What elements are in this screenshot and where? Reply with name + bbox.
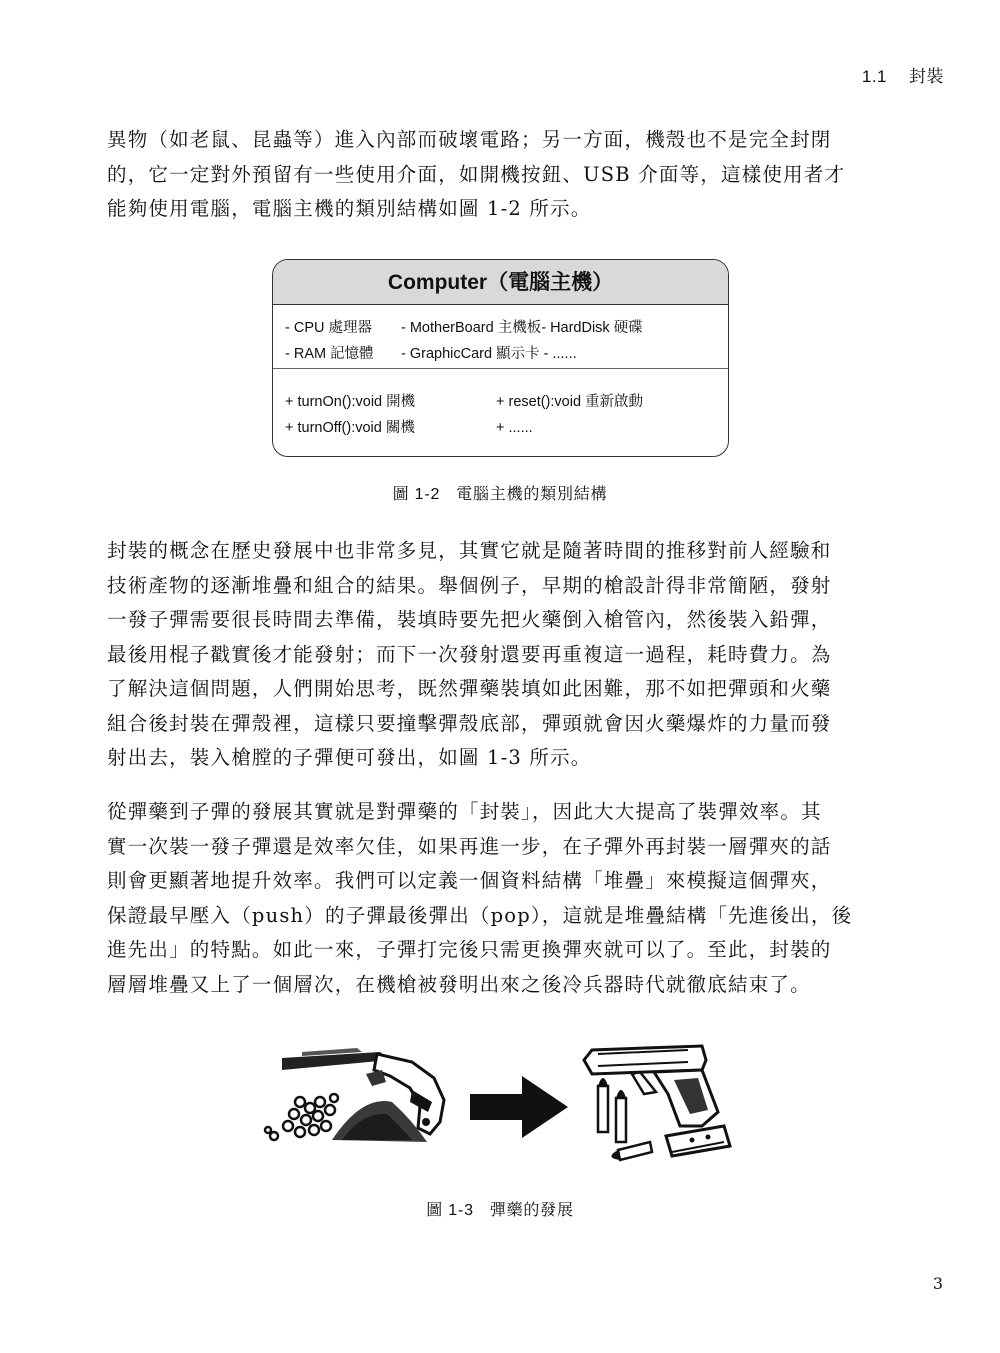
uml-attributes xyxy=(273,305,728,369)
gunpowder-pile-icon xyxy=(332,1101,427,1142)
page-number: 3 xyxy=(932,1274,943,1293)
paragraph-1 xyxy=(107,123,895,227)
text-line: 了解決這個問題，人們開始思考，既然彈藥裝填如此困難，那不如把彈頭和火藥 xyxy=(107,677,832,700)
uml-method: + turnOn():void 開機 xyxy=(285,394,416,410)
uml-method: + turnOff():void 關機 xyxy=(285,420,415,436)
section-title: 封裝 xyxy=(909,67,944,86)
uml-method-row xyxy=(285,415,728,441)
figure-number: 圖 1-2 xyxy=(392,486,441,503)
text-line: 最後用棍子戳實後才能發射；而下一次發射還要再重複這一過程，耗時費力。為 xyxy=(107,642,832,666)
paragraph-3 xyxy=(107,795,895,1002)
figure-number: 圖 1-3 xyxy=(426,1202,474,1219)
figure-caption-1-2 xyxy=(0,481,1000,504)
uml-attribute-row xyxy=(285,341,728,367)
text-line: 保證最早壓入（push）的子彈最後彈出（pop），這就是堆疊結構「先進後出，後 xyxy=(107,903,853,927)
text-line: 層層堆疊又上了一個層次，在機槍被發明出來之後冷兵器時代就徹底結束了。 xyxy=(107,972,811,996)
text-line: 封裝的概念在歷史發展中也非常多見，其實它就是隨著時間的推移對前人經驗和 xyxy=(107,539,832,562)
text-line: 能夠使用電腦，電腦主機的類別結構如圖 1-2 所示。 xyxy=(107,197,592,220)
uml-attribute: - MotherBoard 主機板- HardDisk 硬碟 xyxy=(401,320,643,336)
text-line: 一發子彈需要很長時間去準備，裝填時要先把火藥倒入槍管內，然後裝入鉛彈， xyxy=(107,608,832,631)
uml-attribute: - CPU 處理器 xyxy=(285,320,372,336)
uml-method-row xyxy=(285,389,728,415)
figure-title: 電腦主機的類別結構 xyxy=(456,486,608,503)
uml-methods xyxy=(273,369,728,441)
uml-class-diagram xyxy=(272,259,729,457)
uml-attribute: - GraphicCard 顯示卡 - ...... xyxy=(401,346,577,362)
magazine-icon xyxy=(666,1126,730,1156)
text-line: 進先出」的特點。如此一來，子彈打完後只需更換彈夾就可以了。至此，封裝的 xyxy=(107,938,832,961)
figure-title: 彈藥的發展 xyxy=(489,1202,574,1219)
bullets-icon xyxy=(598,1078,652,1160)
ammunition-illustration xyxy=(262,1040,732,1180)
text-line: 組合後封裝在彈殼裡，這樣只要撞擊彈殼底部，彈頭就會因火藥爆炸的力量而發 xyxy=(107,711,832,735)
section-number: 1.1 xyxy=(861,67,887,86)
arrow-right-icon xyxy=(470,1076,568,1138)
text-line: 技術產物的逐漸堆疊和組合的結果。舉個例子，早期的槍設計得非常簡陋，發射 xyxy=(107,573,832,597)
uml-class-name: Computer（電腦主機） xyxy=(273,260,728,305)
text-line: 異物（如老鼠、昆蟲等）進入內部而破壞電路；另一方面，機殼也不是完全封閉 xyxy=(107,128,832,151)
uml-attribute: - RAM 記憶體 xyxy=(285,346,374,362)
figure-caption-1-3 xyxy=(0,1197,1000,1220)
running-header xyxy=(862,62,944,87)
text-line: 射出去，裝入槍膛的子彈便可發出，如圖 1-3 所示。 xyxy=(107,746,592,769)
uml-method: + ...... xyxy=(496,420,533,436)
uml-method: + reset():void 重新啟動 xyxy=(496,394,644,410)
lead-balls-icon xyxy=(265,1094,338,1140)
text-line: 的，它一定對外預留有一些使用介面，如開機按鈕、USB 介面等，這樣使用者才 xyxy=(107,162,846,186)
text-line: 則會更顯著地提升效率。我們可以定義一個資料結構「堆疊」來模擬這個彈夾， xyxy=(107,869,832,892)
text-line: 實一次裝一發子彈還是效率欠佳，如果再進一步，在子彈外再封裝一層彈夾的話 xyxy=(107,834,832,858)
paragraph-2 xyxy=(107,534,895,776)
uml-attribute-row xyxy=(285,315,728,341)
text-line: 從彈藥到子彈的發展其實就是對彈藥的「封裝」，因此大大提高了裝彈效率。其 xyxy=(107,800,822,823)
